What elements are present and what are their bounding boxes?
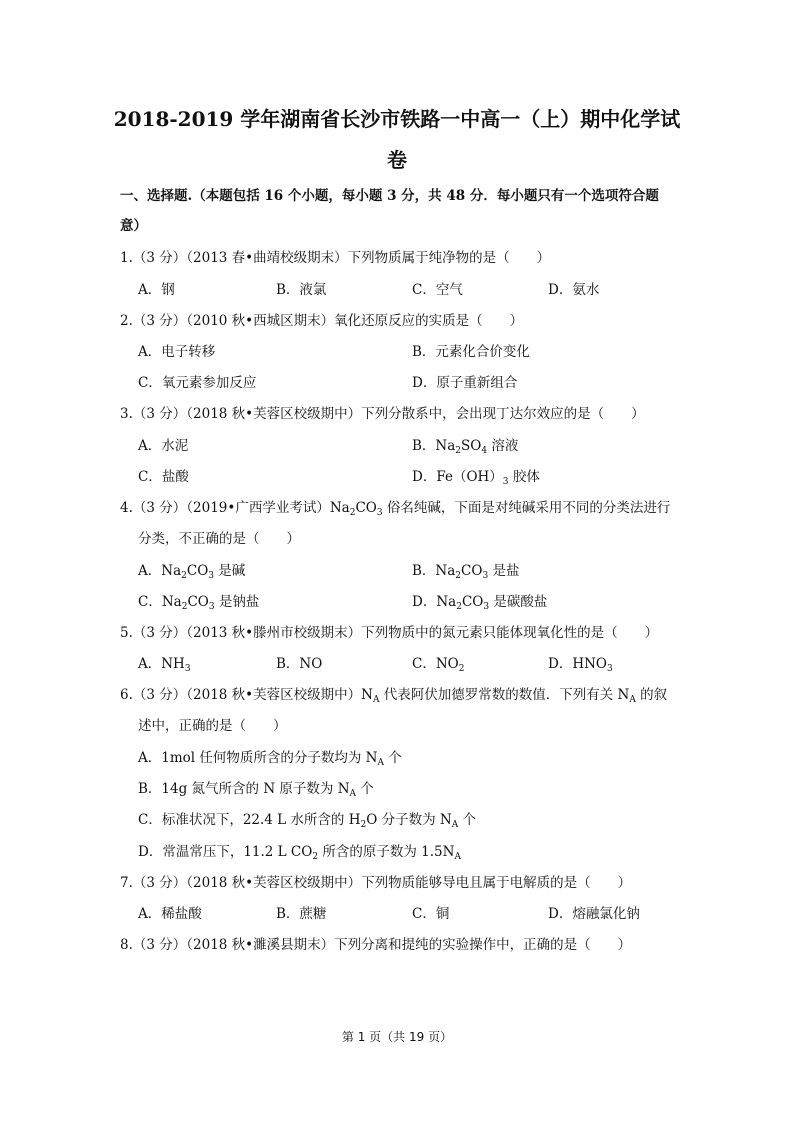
question-8-stem: 8.（3 分）（2018 秋•濉溪县期末）下列分离和提纯的实验操作中，正确的是（ ） <box>120 937 632 953</box>
page-footer: 第 1 页（共 19 页） <box>341 1030 453 1044</box>
question-3-stem: 3.（3 分）（2018 秋•芙蓉区校级期中）下列分散系中，会出现丁达尔效应的是（ ） <box>120 406 645 422</box>
question-6-option-b: B．14g 氮气所含的 N 原子数为 $N_A$ 个 <box>138 781 374 799</box>
question-1-option-a: A．钢 <box>138 282 175 298</box>
question-4-option-a: A．$Na_2CO_3$ 是碱 <box>138 563 246 581</box>
question-1-option-d: D．氨水 <box>548 282 600 298</box>
section-heading-line1: 一、选择题.（本题包括 16 个小题，每小题 3 分，共 48 分．每小题只有一个选项符合题 <box>120 188 659 204</box>
question-7-stem: 7.（3 分）（2018 秋•芙蓉区校级期中）下列物质能够导电且属于电解质的是（ ） <box>120 875 632 891</box>
question-2-option-d: D．原子重新组合 <box>412 375 518 391</box>
question-7-option-b: B．蔗糖 <box>276 906 327 922</box>
question-2-stem: 2.（3 分）（2010 秋•西城区期末）氧化还原反应的实质是（ ） <box>120 313 524 329</box>
question-2-option-a: A．电子转移 <box>138 344 216 360</box>
question-1-option-c: C．空气 <box>412 282 463 298</box>
question-1-option-b: B．液氯 <box>276 282 327 298</box>
question-5-stem: 5.（3 分）（2013 秋•滕州市校级期末）下列物质中的氮元素只能体现氧化性的是（ ） <box>120 625 659 641</box>
question-4-option-c: C．$Na_2CO_3$ 是钠盐 <box>138 594 260 612</box>
exam-title-line2: 卷 <box>387 148 407 172</box>
question-6-stem-line1: 6.（3 分）（2018 秋•芙蓉区校级期中）$N_A$ 代表阿伏加德罗常数的数值．下列有关 $N_A$ 的叙 <box>120 687 668 705</box>
question-4-option-b: B．$Na_2CO_3$ 是盐 <box>412 563 520 581</box>
question-6-option-c: C．标准状况下，22.4 L 水所含的 $H_2O$ 分子数为 $N_A$ 个 <box>138 812 476 830</box>
question-3-option-b: B．$Na_2SO_4$ 溶液 <box>412 438 519 456</box>
question-7-option-c: C．铜 <box>412 906 450 922</box>
question-7-option-d: D．熔融氯化钠 <box>548 906 640 922</box>
question-1-stem: 1.（3 分）（2013 春•曲靖校级期末）下列物质属于纯净物的是（ ） <box>120 250 551 266</box>
question-7-option-a: A．稀盐酸 <box>138 906 202 922</box>
question-5-option-b: B．NO <box>276 656 323 672</box>
question-5-option-d: D．$HNO_3$ <box>548 656 613 674</box>
question-2-option-b: B．元素化合价变化 <box>412 344 530 360</box>
question-3-option-c: C．盐酸 <box>138 469 189 485</box>
question-4-stem-line1: 4.（3 分）（2019•广西学业考试）$Na_2CO_3$ 俗名纯碱，下面是对纯碱采用不同的分类法进行 <box>120 500 671 518</box>
question-6-option-d: D．常温常压下，11.2 L $CO_2$ 所含的原子数为 $1.5N_A$ <box>138 844 461 862</box>
section-heading-line2: 意） <box>120 218 147 234</box>
question-5-option-a: A．$NH_3$ <box>138 656 191 674</box>
question-3-option-a: A．水泥 <box>138 438 189 454</box>
exam-title-line1: 2018-2019 学年湖南省长沙市铁路一中高一（上）期中化学试 <box>113 107 681 131</box>
question-4-option-d: D．$Na_2CO_3$ 是碳酸盐 <box>412 594 548 612</box>
question-2-option-c: C．氧元素参加反应 <box>138 375 257 391</box>
question-6-stem-line2: 述中，正确的是（ ） <box>138 718 287 734</box>
question-3-option-d: D．$Fe(OH)_3$ 胶体 <box>412 469 540 487</box>
question-6-option-a: A．1mol 任何物质所含的分子数均为 $N_A$ 个 <box>138 750 402 768</box>
question-5-option-c: C．$NO_2$ <box>412 656 465 674</box>
question-4-stem-line2: 分类，不正确的是（ ） <box>138 531 300 547</box>
